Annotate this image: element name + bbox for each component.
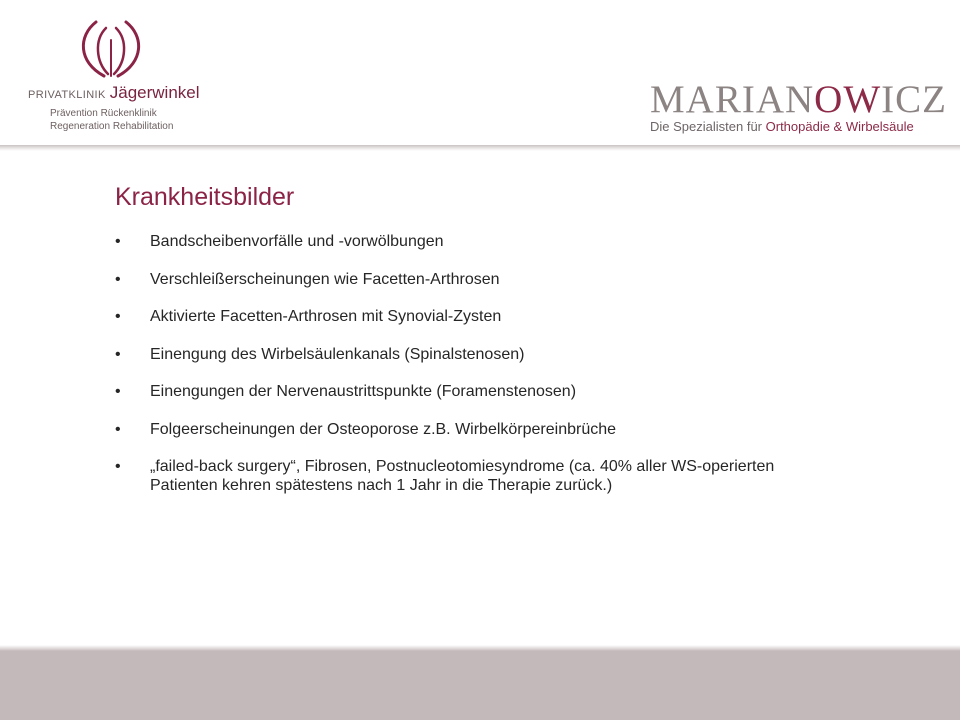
bullet-text: Bandscheibenvorfälle und -vorwölbungen [150,233,444,250]
slide-header [0,0,960,145]
jaegerwinkel-logo [24,14,244,139]
bullet-text: Aktivierte Facetten-Arthrosen mit Synovial-Zysten [150,308,502,325]
marianowicz-tagline-a: Die Spezialisten für [650,119,766,134]
bullet-text: Verschleißerscheinungen wie Facetten-Arthrosen [150,270,500,288]
bullet-marker: • [115,308,121,325]
jaegerwinkel-wordmark [28,83,200,103]
bullet-item [115,382,835,401]
bullet-item [115,307,835,326]
bullet-item [115,232,835,251]
bullet-marker: • [115,383,121,400]
jaegerwinkel-name: Jägerwinkel [109,83,200,102]
bullet-list [115,232,835,514]
header-shadow [0,145,960,151]
marianowicz-name-c: ICZ [881,78,947,121]
bullet-text: Einengungen der Nervenaustrittspunkte (Foramenstenosen) [150,383,577,400]
bullet-item [115,345,835,364]
bullet-marker: • [115,420,121,438]
marianowicz-tagline [650,119,920,134]
jaegerwinkel-subline-2: Regeneration Rehabilitation [50,121,174,132]
slide-title: Krankheitsbilder [115,183,295,211]
marianowicz-name-b: OW [814,78,882,121]
marianowicz-logo [650,78,947,134]
slide-footer [0,651,960,720]
marianowicz-name-a: MARIAN [650,78,815,121]
bullet-marker: • [115,270,121,288]
bullet-text: Folgeerscheinungen der Osteoporose z.B. Wirbelkörpereinbrüche [150,420,617,438]
bullet-text: „failed-back surgery“, Fibrosen, Postnucleotomiesyndrome (ca. 40% aller WS-operierten Patienten kehren spätestens nach 1 Jahr in die Therapie zurück.) [150,458,775,494]
jaegerwinkel-subline-1: Prävention Rückenklinik [50,108,157,119]
bullet-marker: • [115,345,121,363]
bullet-text: Einengung des Wirbelsäulenkanals (Spinalstenosen) [150,345,525,363]
bullet-item [115,420,835,439]
marianowicz-tagline-b: Orthopädie & Wirbelsäule [765,119,914,134]
jaegerwinkel-emblem-icon [66,18,156,80]
bullet-marker: • [115,458,121,475]
marianowicz-wordmark [650,78,947,121]
bullet-item [115,270,835,289]
jaegerwinkel-prefix: PRIVATKLINIK [28,89,106,101]
bullet-item [115,457,835,495]
bullet-marker: • [115,233,121,250]
